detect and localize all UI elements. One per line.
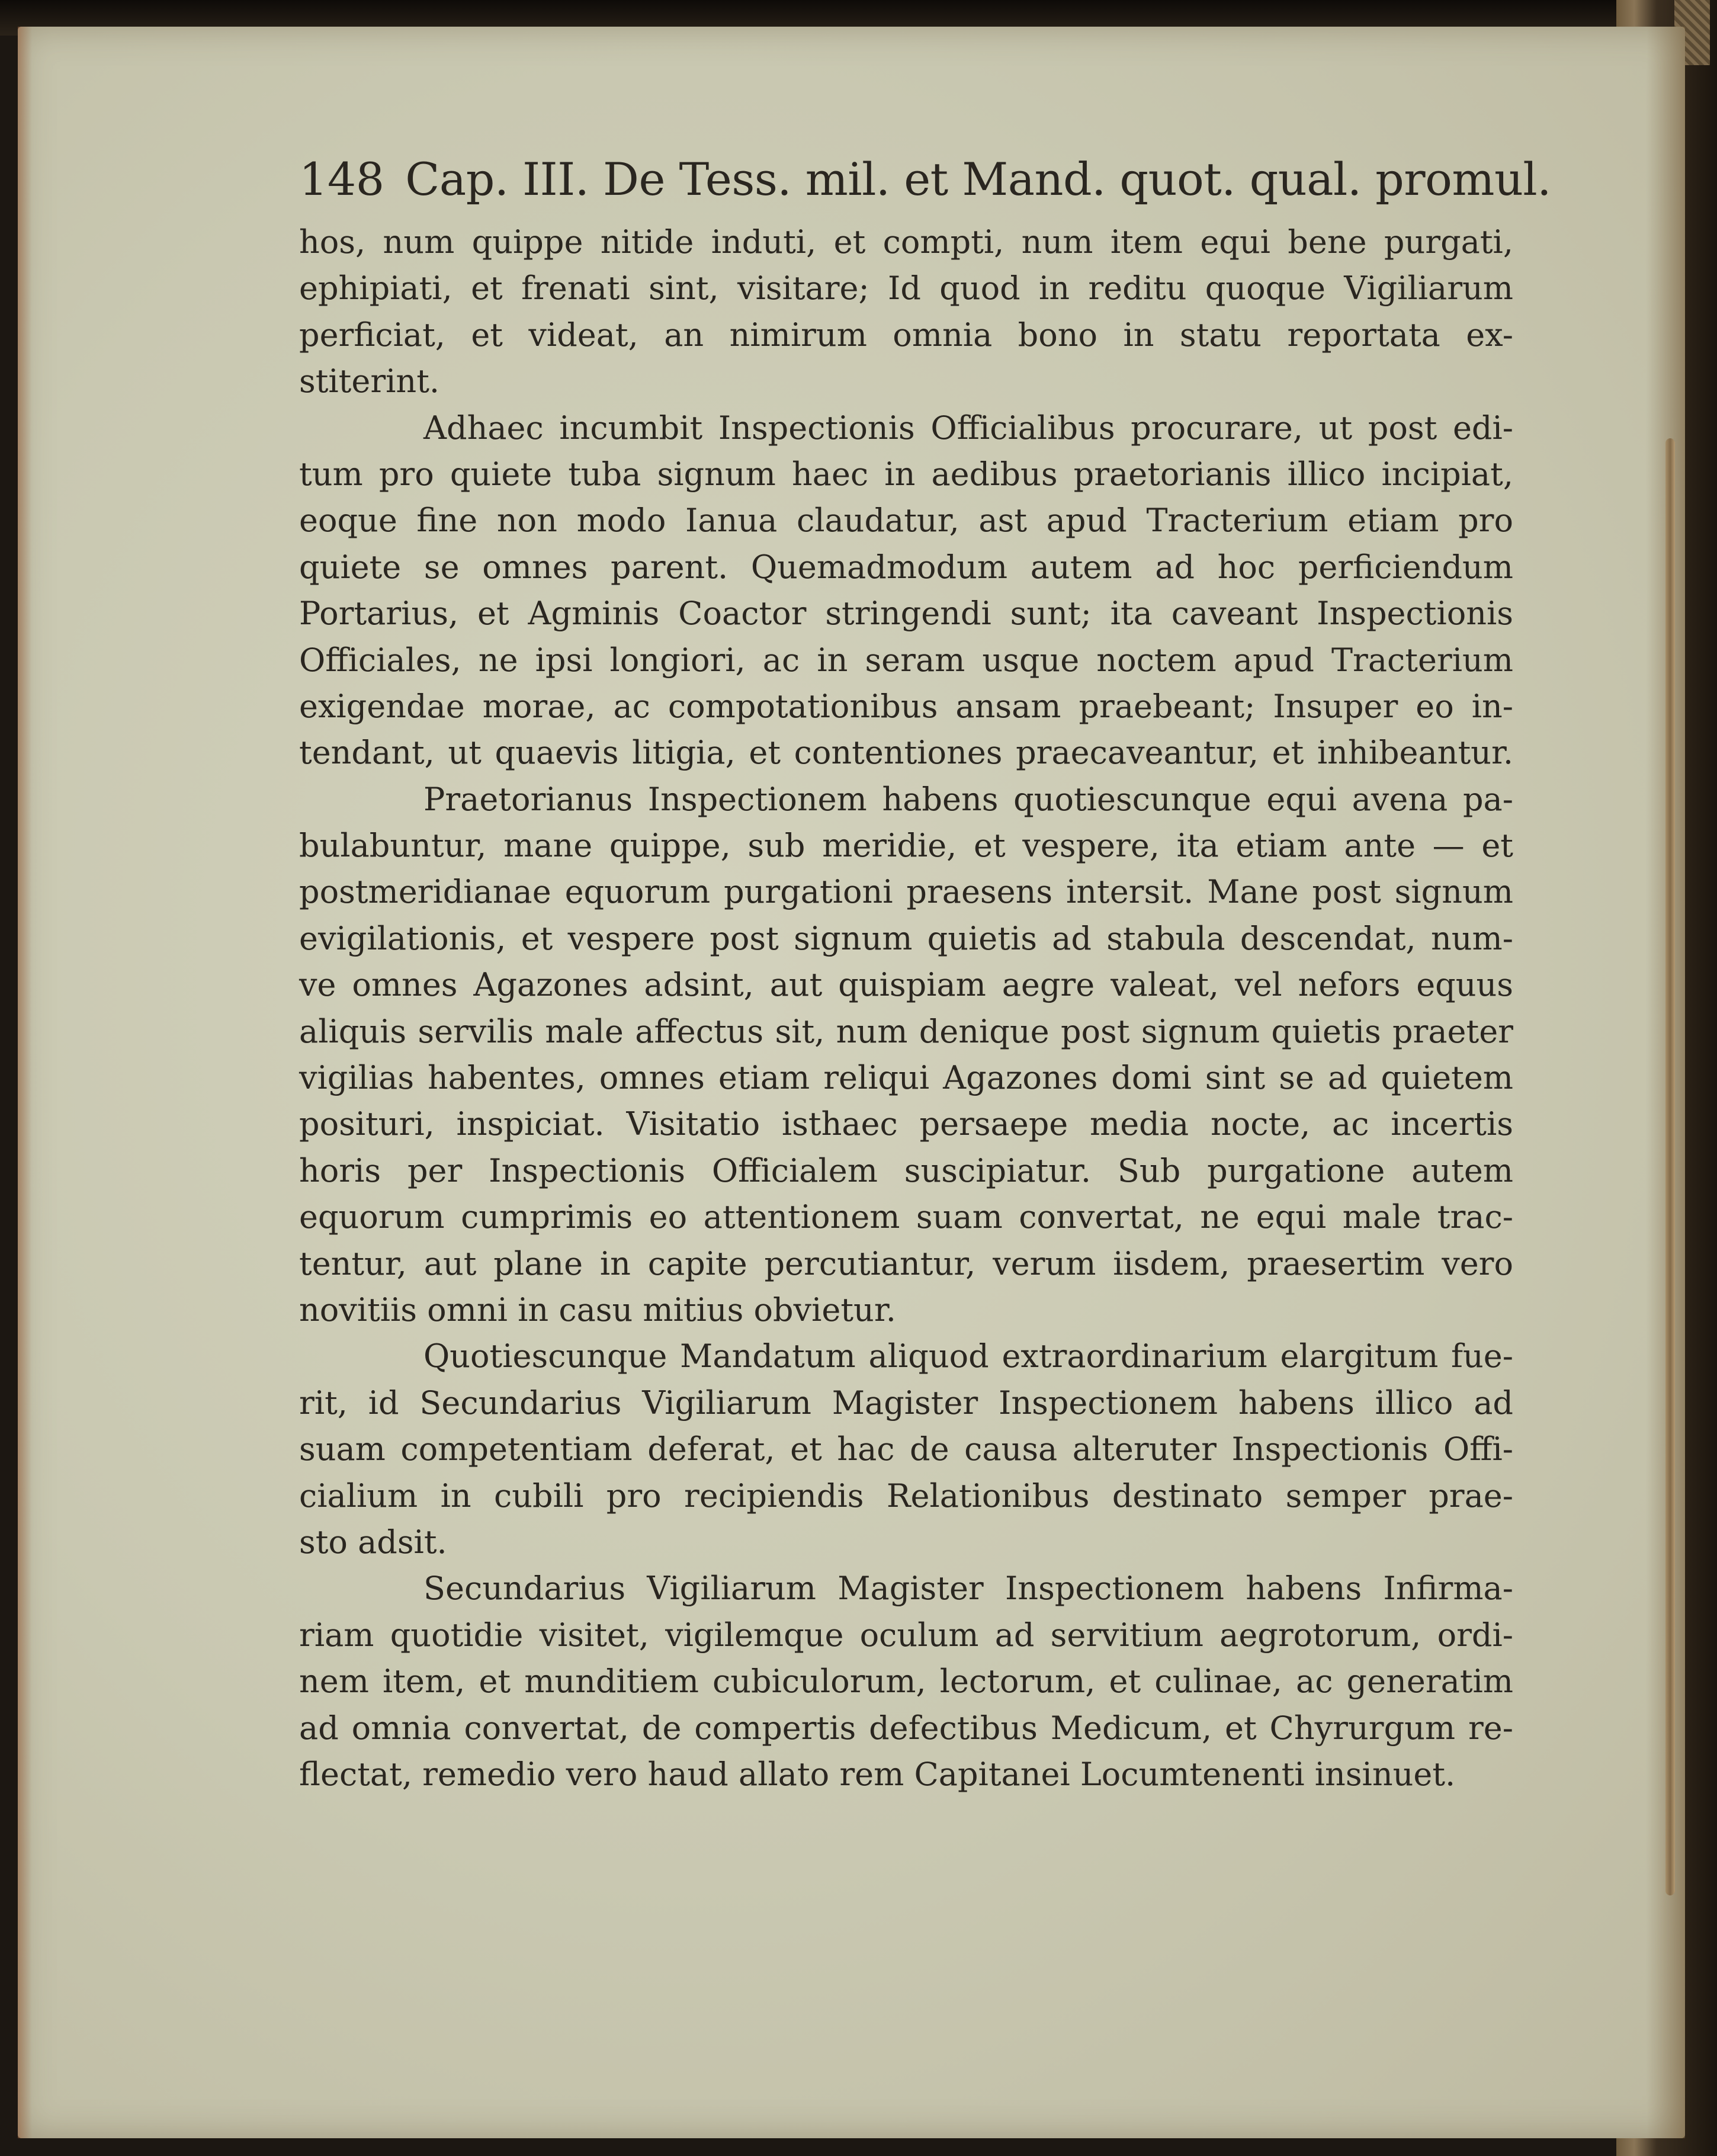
text-line: Secundarius Vigiliarum Magister Inspectionem habens Infirma-: [423, 1570, 1513, 1608]
text-line: posituri, inspiciat. Visitatio isthaec persaepe media nocte, ac incertis: [299, 1105, 1513, 1143]
text-line: equorum cumprimis eo attentionem suam convertat, ne equi male trac-: [299, 1198, 1513, 1236]
text-line: quiete se omnes parent. Quemadmodum autem ad hoc perficiendum: [299, 548, 1513, 586]
paragraph: [299, 1333, 1513, 1565]
text-block: [299, 153, 1551, 1798]
text-line: tentur, aut plane in capite percutiantur, verum iisdem, praesertim vero: [299, 1244, 1513, 1282]
text-line: flectat, remedio vero haud allato rem Capitanei Locumtenenti insinuet.: [299, 1755, 1456, 1793]
text-line: Portarius, et Agminis Coactor stringendi sunt; ita caveant Inspectionis: [299, 595, 1513, 633]
paragraph: [299, 405, 1513, 777]
page-number: 148: [299, 153, 384, 206]
text-line: hos, num quippe nitide induti, et compti, num item equi bene purgati,: [299, 223, 1513, 261]
text-line: ve omnes Agazones adsint, aut quispiam aegre valeat, vel nefors equus: [299, 966, 1513, 1004]
paragraph: [299, 219, 1513, 405]
text-line: horis per Inspectionis Officialem suscipiatur. Sub purgatione autem: [299, 1151, 1513, 1189]
text-line: suam competentiam deferat, et hac de causa alteruter Inspectionis Offi-: [299, 1430, 1513, 1468]
text-line: tendant, ut quaevis litigia, et contentiones praecaveantur, et inhibeantur.: [299, 734, 1513, 772]
page-gutter-fold: [1665, 438, 1675, 1895]
text-line: nem item, et munditiem cubiculorum, lectorum, et culinae, ac generatim: [299, 1663, 1513, 1701]
text-line: rit, id Secundarius Vigiliarum Magister Inspectionem habens illico ad: [299, 1384, 1513, 1422]
text-line: eoque fine non modo Ianua claudatur, ast apud Tracterium etiam pro: [299, 502, 1513, 540]
text-line: sto adsit.: [299, 1523, 447, 1561]
running-head-title: Cap. III. De Tess. mil. et Mand. quot. qual. promul.: [405, 153, 1551, 206]
text-line: perficiat, et videat, an nimirum omnia bono in statu reportata ex-: [299, 316, 1513, 354]
text-line: postmeridianae equorum purgationi praesens intersit. Mane post signum: [299, 873, 1513, 911]
text-line: ephipiati, et frenati sint, visitare; Id quod in reditu quoque Vigiliarum: [299, 270, 1513, 307]
page-left-edge: [18, 27, 32, 2138]
text-line: Officiales, ne ipsi longiori, ac in seram usque noctem apud Tracterium: [299, 641, 1513, 679]
text-line: bulabuntur, mane quippe, sub meridie, et vespere, ita etiam ante — et: [299, 827, 1513, 865]
text-line: Adhaec incumbit Inspectionis Officialibus procurare, ut post edi-: [423, 409, 1513, 447]
text-line: riam quotidie visitet, vigilemque oculum ad servitium aegrotorum, ordi-: [299, 1616, 1513, 1654]
paragraph: [299, 1565, 1513, 1798]
text-line: tum pro quiete tuba signum haec in aedibus praetorianis illico incipiat,: [299, 455, 1513, 493]
running-head: [299, 153, 1551, 206]
text-line: evigilationis, et vespere post signum quietis ad stabula descendat, num-: [299, 919, 1513, 957]
text-line: aliquis servilis male affectus sit, num denique post signum quietis praeter: [299, 1012, 1513, 1050]
text-line: vigilias habentes, omnes etiam reliqui Agazones domi sint se ad quietem: [299, 1059, 1513, 1097]
text-line: novitiis omni in casu mitius obvietur.: [299, 1291, 896, 1329]
paragraph: [299, 777, 1513, 1334]
text-line: Praetorianus Inspectionem habens quotiescunque equi avena pa-: [423, 780, 1513, 818]
text-line: Quotiescunque Mandatum aliquod extraordinarium elargitum fue-: [423, 1337, 1513, 1375]
text-line: stiterint.: [299, 362, 440, 400]
text-line: cialium in cubili pro recipiendis Relationibus destinato semper prae-: [299, 1477, 1513, 1515]
text-line: ad omnia convertat, de compertis defectibus Medicum, et Chyrurgum re-: [299, 1709, 1513, 1747]
text-line: exigendae morae, ac compotationibus ansam praebeant; Insuper eo in-: [299, 687, 1513, 725]
